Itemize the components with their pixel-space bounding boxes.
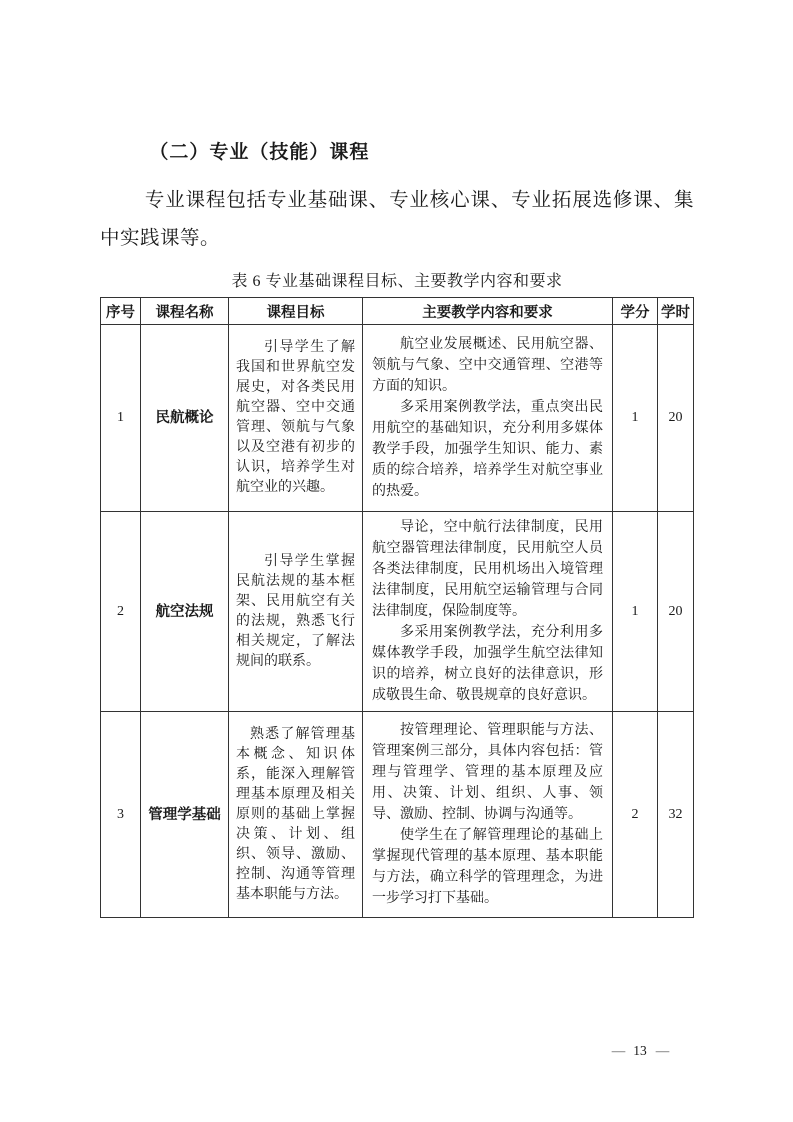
page-number: 13 <box>633 1043 647 1058</box>
main-content-paragraph: 使学生在了解管理理论的基础上掌握现代管理的基本原理、基本职能与方法，确立科学的管理理念，为进一步学习打下基础。 <box>372 828 603 906</box>
cell-course-name: 管理学基础 <box>141 712 229 918</box>
column-header-main-content: 主要教学内容和要求 <box>363 298 613 325</box>
cell-objective <box>229 712 363 918</box>
cell-index: 1 <box>101 325 141 512</box>
main-content-paragraph: 按管理理论、管理职能与方法、管理案例三部分，具体内容包括：管理与管理学、管理的基本原理及应用、决策、计划、组织、人事、领导、激励、控制、协调与沟通等。 <box>372 723 603 822</box>
cell-credits: 1 <box>613 512 658 712</box>
footer-left-dash: — <box>611 1043 625 1058</box>
main-content-paragraph: 航空业发展概述、民用航空器、领航与气象、空中交通管理、空港等方面的知识。 <box>372 337 603 394</box>
cell-hours: 20 <box>658 325 694 512</box>
cell-main-content <box>363 325 613 512</box>
column-header-hours: 学时 <box>658 298 694 325</box>
table-row <box>101 512 694 712</box>
document-page <box>100 138 694 918</box>
objective-text: 引导学生了解我国和世界航空发展史，对各类民用航空器、空中交通管理、领航与气象以及空港有初步的认识，培养学生对航空业的兴趣。 <box>236 340 355 495</box>
objective-text: 引导学生掌握民航法规的基本框架、民用航空有关的法规，熟悉飞行相关规定，了解法规间的联系。 <box>236 553 355 669</box>
page-footer <box>600 1043 680 1059</box>
cell-course-name: 航空法规 <box>141 512 229 712</box>
cell-main-content <box>363 512 613 712</box>
cell-credits: 1 <box>613 325 658 512</box>
table-row <box>101 325 694 512</box>
column-header-objective: 课程目标 <box>229 298 363 325</box>
main-content-paragraph: 多采用案例教学法，重点突出民用航空的基础知识，充分利用多媒体教学手段，加强学生知识、能力、素质的综合培养，培养学生对航空事业的热爱。 <box>372 400 603 499</box>
cell-objective <box>229 512 363 712</box>
objective-text: 熟悉了解管理基本概念、知识体系，能深入理解管理基本原理及相关原则的基础上掌握决策、计划、组织、领导、激励、控制、沟通等管理基本职能与方法。 <box>236 726 355 902</box>
table-header-row <box>101 298 694 325</box>
cell-hours: 20 <box>658 512 694 712</box>
section-heading: （二）专业（技能）课程 <box>149 142 370 163</box>
cell-index: 3 <box>101 712 141 918</box>
column-header-index: 序号 <box>101 298 141 325</box>
column-header-credits: 学分 <box>613 298 658 325</box>
table-row <box>101 712 694 918</box>
cell-course-name: 民航概论 <box>141 325 229 512</box>
course-table <box>100 297 694 918</box>
main-content-paragraph: 多采用案例教学法，充分利用多媒体教学手段，加强学生航空法律知识的培养，树立良好的法律意识，形成敬畏生命、敬畏规章的良好意识。 <box>372 625 603 703</box>
intro-paragraph: 专业课程包括专业基础课、专业核心课、专业拓展选修课、集中实践课等。 <box>100 190 694 249</box>
footer-right-dash: — <box>655 1043 669 1058</box>
column-header-course: 课程名称 <box>141 298 229 325</box>
cell-objective <box>229 325 363 512</box>
main-content-paragraph: 导论，空中航行法律制度，民用航空器管理法律制度，民用航空人员各类法律制度，民用机场出入境管理法律制度，民用航空运输管理与合同法律制度，保险制度等。 <box>372 520 603 619</box>
cell-credits: 2 <box>613 712 658 918</box>
cell-hours: 32 <box>658 712 694 918</box>
cell-index: 2 <box>101 512 141 712</box>
table-caption: 表 6 专业基础课程目标、主要教学内容和要求 <box>231 273 563 290</box>
cell-main-content <box>363 712 613 918</box>
